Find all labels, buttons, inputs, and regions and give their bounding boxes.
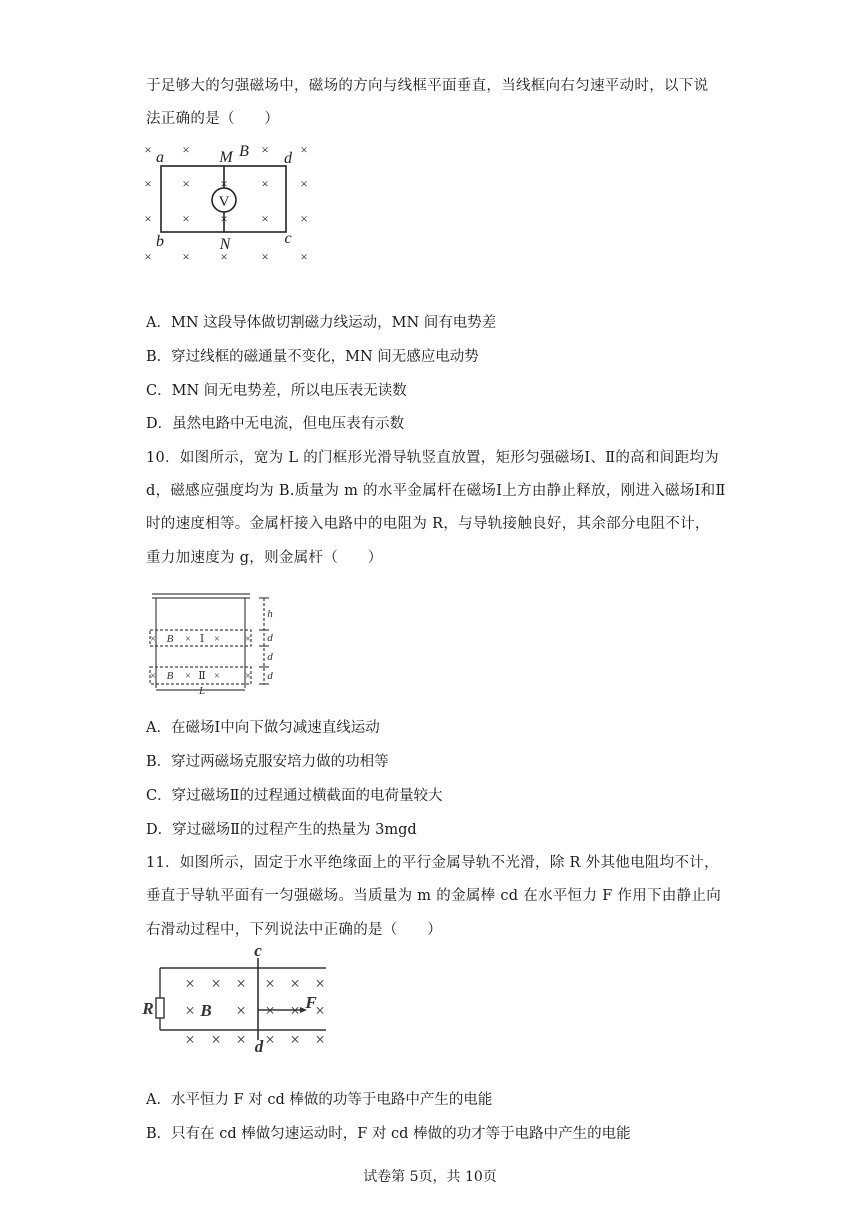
label-h: h [267,608,273,620]
field-cross: × [315,1001,325,1020]
field-cross: × [144,249,152,264]
field-cross: × [300,249,308,264]
q10-option-a: A．在磁场Ⅰ中向下做匀减速直线运动 [146,720,380,736]
field-cross: × [261,176,269,191]
q9-figure [136,136,326,270]
field-cross: × [211,974,221,993]
q9-stem-line-2: 法正确的是（ ） [146,111,280,127]
label-B: B [200,1001,212,1020]
field-cross: × [182,249,190,264]
label-d: d [284,150,292,167]
label-d3: d [267,670,273,682]
field-cross: × [261,211,269,226]
field-cross: × [300,142,308,157]
label-d: d [254,1037,264,1056]
field-cross: × [290,1030,300,1049]
field-cross: × [236,1030,246,1049]
field-cross: × [185,1001,195,1020]
field-cross: × [236,1001,246,1020]
field-cross: × [182,211,190,226]
q11-figure [140,944,340,1056]
field-cross: × [290,974,300,993]
q10-option-c: C．穿过磁场Ⅱ的过程通过横截面的电荷量较大 [146,788,443,804]
q9-option-c: C．MN 间无电势差，所以电压表无读数 [146,383,407,399]
label-B2: B [166,670,174,682]
field-cross: × [144,176,152,191]
field-cross: × [185,634,191,645]
field-cross: × [150,671,156,682]
label-B: B [239,143,249,160]
q10-option-b: B．穿过两磁场克服安培力做的功相等 [146,754,389,770]
field-cross: × [261,142,269,157]
q9-option-b: B．穿过线框的磁通量不变化，MN 间无感应电动势 [146,349,479,365]
q11-option-a: A．水平恒力 F 对 cd 棒做的功等于电路中产生的电能 [146,1092,493,1108]
field-cross: × [290,1001,300,1020]
q11-stem-line-3: 右滑动过程中，下列说法中正确的是（ ） [146,922,442,938]
label-F: F [305,993,317,1012]
q9-option-d: D．虽然电路中无电流，但电压表有示数 [146,416,405,432]
field-cross: × [245,671,251,682]
field-cross: × [245,634,251,645]
field-cross: × [214,634,220,645]
field-cross: × [236,974,246,993]
label-N: N [219,236,231,253]
label-B1: B [166,633,174,645]
q10-stem-line-3: 时的速度相等。金属杆接入电路中的电阻为 R，与导轨接触良好，其余部分电阻不计， [146,516,710,532]
field-cross: × [185,671,191,682]
field-cross: × [265,974,275,993]
field-cross: × [261,249,269,264]
q10-option-d: D．穿过磁场Ⅱ的过程产生的热量为 3mgd [146,822,417,838]
field-cross: × [150,634,156,645]
field-cross: × [265,1001,275,1020]
label-d1: d [267,632,273,644]
q10-stem-line-4: 重力加速度为 g，则金属杆（ ） [146,550,383,566]
label-c: c [284,230,292,247]
label-L: L [198,685,206,696]
q9-option-a: A．MN 这段导体做切割磁力线运动，MN 间有电势差 [146,315,497,331]
q11-stem-line-2: 垂直于导轨平面有一匀强磁场。当质量为 m 的金属棒 cd 在水平恒力 F 作用下由静止向 [146,888,722,904]
field-cross: × [265,1030,275,1049]
label-d2: d [267,651,273,663]
field-cross: × [144,211,152,226]
field-cross: × [185,974,195,993]
field-cross: × [182,142,190,157]
field-cross: × [211,1030,221,1049]
field-cross: × [182,176,190,191]
q10-figure [144,586,280,696]
field-cross: × [220,249,228,264]
label-a: a [156,149,164,166]
field-cross: × [214,671,220,682]
q10-stem-line-1: 10．如图所示，宽为 L 的门框形光滑导轨竖直放置，矩形匀强磁场Ⅰ、Ⅱ的高和间距均为 [146,450,719,466]
q10-stem-line-2: d，磁感应强度均为 B.质量为 m 的水平金属杆在磁场Ⅰ上方由静止释放，刚进入磁场Ⅰ和Ⅱ [146,483,726,499]
field-cross: × [185,1030,195,1049]
voltmeter-label: V [218,194,230,210]
label-region-2: Ⅱ [198,670,206,682]
field-cross: × [300,211,308,226]
q11-stem-line-1: 11．如图所示，固定于水平绝缘面上的平行金属导轨不光滑，除 R 外其他电阻均不计， [146,855,719,871]
page-footer: 试卷第 5页，共 10页 [363,1169,497,1185]
q11-option-b: B．只有在 cd 棒做匀速运动时，F 对 cd 棒做的功才等于电路中产生的电能 [146,1126,631,1142]
field-cross: × [315,1030,325,1049]
field-cross: × [144,142,152,157]
field-cross: × [220,211,228,226]
label-M: M [219,149,233,166]
field-cross: × [300,176,308,191]
q9-stem-line-1: 于足够大的匀强磁场中，磁场的方向与线框平面垂直，当线框向右匀速平动时，以下说 [146,78,709,94]
field-cross: × [315,974,325,993]
label-b: b [156,233,164,250]
label-c: c [254,944,262,960]
field-cross: × [220,176,228,191]
label-region-1: Ⅰ [199,633,205,645]
label-R: R [142,999,154,1018]
